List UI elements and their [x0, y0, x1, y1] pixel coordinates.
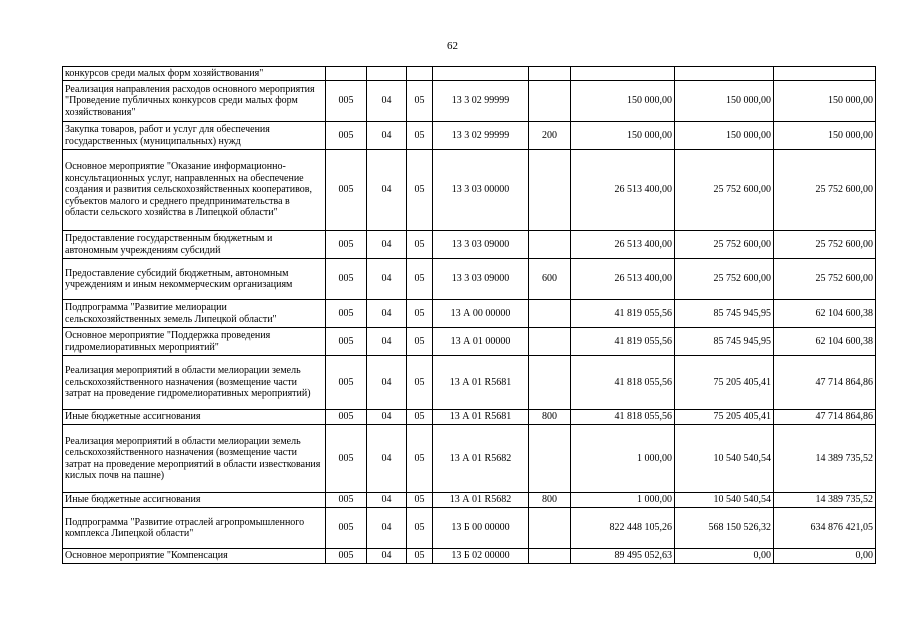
- section-code: 04: [367, 425, 407, 493]
- section-code: 04: [367, 150, 407, 231]
- ministry-code: 005: [326, 122, 367, 150]
- expense-type-code: 800: [529, 410, 571, 425]
- row-description: Реализация направления расходов основного мероприятия "Проведение публичных конкурсов среди малых форм хозяйствования": [63, 81, 326, 122]
- amount-year-1: 1 000,00: [571, 425, 675, 493]
- subsection-code: 05: [407, 150, 433, 231]
- subsection-code: 05: [407, 356, 433, 410]
- page-number: 62: [447, 40, 458, 52]
- expense-type-code: 800: [529, 493, 571, 508]
- amount-year-3: [774, 67, 876, 81]
- ministry-code: 005: [326, 508, 367, 549]
- section-code: 04: [367, 410, 407, 425]
- row-description: конкурсов среди малых форм хозяйствования": [63, 67, 326, 81]
- target-article-code: 13 А 01 R5682: [433, 493, 529, 508]
- amount-year-3: 150 000,00: [774, 81, 876, 122]
- table-row: [63, 549, 876, 564]
- target-article-code: 13 3 03 00000: [433, 150, 529, 231]
- row-description: Подпрограмма "Развитие мелиорации сельскохозяйственных земель Липецкой области": [63, 300, 326, 328]
- subsection-code: [407, 67, 433, 81]
- amount-year-3: 62 104 600,38: [774, 300, 876, 328]
- amount-year-1: 89 495 052,63: [571, 549, 675, 564]
- amount-year-3: 25 752 600,00: [774, 150, 876, 231]
- table-row: [63, 300, 876, 328]
- ministry-code: 005: [326, 328, 367, 356]
- row-description: Основное мероприятие "Оказание информационно-консультационных услуг, направленных на обеспечение создания и развития сельскохозяйственных кооперативов, субъектов малого и среднего предпринимательства в области сельского хозяйства в Липецкой области": [63, 150, 326, 231]
- amount-year-2: 150 000,00: [675, 122, 774, 150]
- table-row: [63, 259, 876, 300]
- amount-year-2: 10 540 540,54: [675, 493, 774, 508]
- expense-type-code: [529, 67, 571, 81]
- expense-type-code: [529, 300, 571, 328]
- section-code: 04: [367, 356, 407, 410]
- row-description: Иные бюджетные ассигнования: [63, 493, 326, 508]
- amount-year-2: 25 752 600,00: [675, 150, 774, 231]
- table-row: [63, 410, 876, 425]
- table-row: [63, 425, 876, 493]
- amount-year-2: 150 000,00: [675, 81, 774, 122]
- amount-year-1: 822 448 105,26: [571, 508, 675, 549]
- amount-year-1: 41 819 055,56: [571, 328, 675, 356]
- amount-year-2: 568 150 526,32: [675, 508, 774, 549]
- amount-year-3: 14 389 735,52: [774, 425, 876, 493]
- amount-year-1: 41 818 055,56: [571, 356, 675, 410]
- amount-year-1: [571, 67, 675, 81]
- amount-year-2: 10 540 540,54: [675, 425, 774, 493]
- amount-year-3: 0,00: [774, 549, 876, 564]
- amount-year-3: 150 000,00: [774, 122, 876, 150]
- expense-type-code: [529, 150, 571, 231]
- amount-year-1: 41 819 055,56: [571, 300, 675, 328]
- target-article-code: 13 3 02 99999: [433, 122, 529, 150]
- target-article-code: [433, 67, 529, 81]
- table-row: [63, 81, 876, 122]
- section-code: 04: [367, 493, 407, 508]
- target-article-code: 13 3 03 09000: [433, 231, 529, 259]
- amount-year-3: 47 714 864,86: [774, 356, 876, 410]
- expense-type-code: [529, 356, 571, 410]
- row-description: Закупка товаров, работ и услуг для обеспечения государственных (муниципальных) нужд: [63, 122, 326, 150]
- target-article-code: 13 Б 00 00000: [433, 508, 529, 549]
- amount-year-1: 26 513 400,00: [571, 259, 675, 300]
- amount-year-1: 150 000,00: [571, 81, 675, 122]
- row-description: Предоставление субсидий бюджетным, автономным учреждениям и иным некоммерческим организациям: [63, 259, 326, 300]
- ministry-code: 005: [326, 259, 367, 300]
- subsection-code: 05: [407, 231, 433, 259]
- subsection-code: 05: [407, 493, 433, 508]
- ministry-code: 005: [326, 425, 367, 493]
- target-article-code: 13 Б 02 00000: [433, 549, 529, 564]
- expense-type-code: 600: [529, 259, 571, 300]
- amount-year-2: [675, 67, 774, 81]
- expense-type-code: [529, 328, 571, 356]
- amount-year-1: 26 513 400,00: [571, 150, 675, 231]
- target-article-code: 13 3 02 99999: [433, 81, 529, 122]
- subsection-code: 05: [407, 81, 433, 122]
- table-row: [63, 150, 876, 231]
- amount-year-3: 25 752 600,00: [774, 231, 876, 259]
- expense-type-code: [529, 81, 571, 122]
- section-code: [367, 67, 407, 81]
- amount-year-2: 85 745 945,95: [675, 328, 774, 356]
- ministry-code: 005: [326, 549, 367, 564]
- table-row: [63, 493, 876, 508]
- subsection-code: 05: [407, 410, 433, 425]
- target-article-code: 13 А 01 R5681: [433, 410, 529, 425]
- ministry-code: 005: [326, 493, 367, 508]
- section-code: 04: [367, 122, 407, 150]
- table-row: [63, 508, 876, 549]
- amount-year-2: 25 752 600,00: [675, 231, 774, 259]
- table-row: [63, 356, 876, 410]
- subsection-code: 05: [407, 259, 433, 300]
- amount-year-2: 75 205 405,41: [675, 410, 774, 425]
- amount-year-1: 150 000,00: [571, 122, 675, 150]
- ministry-code: 005: [326, 300, 367, 328]
- subsection-code: 05: [407, 300, 433, 328]
- amount-year-1: 26 513 400,00: [571, 231, 675, 259]
- row-description: Основное мероприятие "Поддержка проведения гидромелиоративных мероприятий": [63, 328, 326, 356]
- table-row: [63, 231, 876, 259]
- ministry-code: 005: [326, 410, 367, 425]
- target-article-code: 13 А 00 00000: [433, 300, 529, 328]
- ministry-code: 005: [326, 81, 367, 122]
- target-article-code: 13 А 01 R5681: [433, 356, 529, 410]
- row-description: Основное мероприятие "Компенсация: [63, 549, 326, 564]
- table-body: [63, 67, 876, 564]
- amount-year-3: 634 876 421,05: [774, 508, 876, 549]
- expense-type-code: [529, 425, 571, 493]
- section-code: 04: [367, 328, 407, 356]
- amount-year-1: 1 000,00: [571, 493, 675, 508]
- amount-year-2: 0,00: [675, 549, 774, 564]
- expense-type-code: [529, 508, 571, 549]
- subsection-code: 05: [407, 425, 433, 493]
- amount-year-1: 41 818 055,56: [571, 410, 675, 425]
- subsection-code: 05: [407, 122, 433, 150]
- amount-year-3: 25 752 600,00: [774, 259, 876, 300]
- target-article-code: 13 3 03 09000: [433, 259, 529, 300]
- table-row: [63, 122, 876, 150]
- row-description: Подпрограмма "Развитие отраслей агропромышленного комплекса Липецкой области": [63, 508, 326, 549]
- ministry-code: [326, 67, 367, 81]
- section-code: 04: [367, 81, 407, 122]
- subsection-code: 05: [407, 549, 433, 564]
- row-description: Иные бюджетные ассигнования: [63, 410, 326, 425]
- section-code: 04: [367, 259, 407, 300]
- target-article-code: 13 А 01 R5682: [433, 425, 529, 493]
- section-code: 04: [367, 508, 407, 549]
- amount-year-3: 47 714 864,86: [774, 410, 876, 425]
- expense-type-code: [529, 549, 571, 564]
- section-code: 04: [367, 231, 407, 259]
- table-row: [63, 328, 876, 356]
- expense-type-code: 200: [529, 122, 571, 150]
- row-description: Реализация мероприятий в области мелиорации земель сельскохозяйственного назначения (возмещение части затрат на проведение мероприятий в области известкования кислых почв на пашне): [63, 425, 326, 493]
- table-row: [63, 67, 876, 81]
- section-code: 04: [367, 549, 407, 564]
- subsection-code: 05: [407, 328, 433, 356]
- budget-table: [62, 66, 876, 564]
- amount-year-2: 75 205 405,41: [675, 356, 774, 410]
- section-code: 04: [367, 300, 407, 328]
- subsection-code: 05: [407, 508, 433, 549]
- amount-year-3: 62 104 600,38: [774, 328, 876, 356]
- row-description: Предоставление государственным бюджетным и автономным учреждениям субсидий: [63, 231, 326, 259]
- ministry-code: 005: [326, 231, 367, 259]
- expense-type-code: [529, 231, 571, 259]
- amount-year-2: 25 752 600,00: [675, 259, 774, 300]
- amount-year-3: 14 389 735,52: [774, 493, 876, 508]
- ministry-code: 005: [326, 356, 367, 410]
- ministry-code: 005: [326, 150, 367, 231]
- row-description: Реализация мероприятий в области мелиорации земель сельскохозяйственного назначения (возмещение части затрат на проведение гидромелиоративных мероприятий): [63, 356, 326, 410]
- amount-year-2: 85 745 945,95: [675, 300, 774, 328]
- target-article-code: 13 А 01 00000: [433, 328, 529, 356]
